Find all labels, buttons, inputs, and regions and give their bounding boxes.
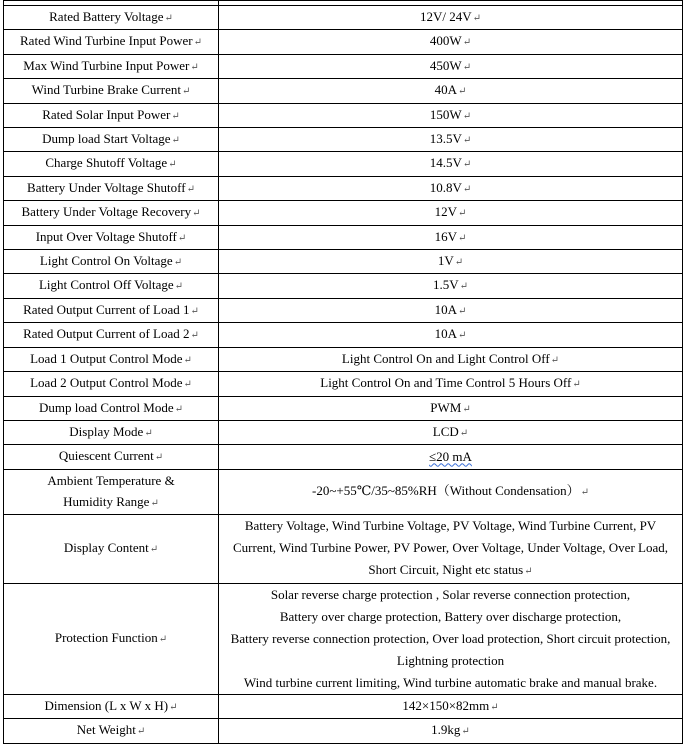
parameter-label-cell bbox=[4, 152, 219, 176]
parameter-label: Display Content bbox=[63, 540, 149, 556]
paragraph-mark-icon: ↵ bbox=[150, 497, 159, 509]
parameter-label: Rated Output Current of Load 2 bbox=[23, 326, 190, 342]
table-row bbox=[4, 103, 683, 127]
parameter-value-cell bbox=[219, 201, 683, 225]
parameter-label: Dump load Control Mode bbox=[38, 399, 174, 415]
parameter-label-cell bbox=[4, 201, 219, 225]
paragraph-mark-icon: ↵ bbox=[164, 13, 173, 24]
parameter-value-cell bbox=[219, 694, 683, 718]
parameter-label-line: Humidity Range bbox=[63, 493, 150, 509]
table-row-protection bbox=[4, 583, 683, 694]
parameter-value-cell bbox=[219, 298, 683, 322]
paragraph-mark-icon: ↵ bbox=[461, 726, 470, 738]
parameter-label-cell bbox=[4, 6, 219, 30]
parameter-label-cell bbox=[4, 323, 219, 347]
table-row bbox=[4, 6, 683, 30]
parameter-label: Light Control On Voltage bbox=[39, 253, 173, 269]
parameter-label: Net Weight bbox=[76, 722, 136, 738]
parameter-value: 12V/ 24V bbox=[419, 9, 472, 24]
parameter-value: 10A bbox=[434, 326, 457, 342]
parameter-label-line: Ambient Temperature & bbox=[47, 472, 175, 488]
paragraph-mark-icon: ↵ bbox=[192, 208, 201, 220]
paragraph-mark-icon: ↵ bbox=[193, 37, 202, 49]
protection-line: Solar reverse charge protection , Solar reverse connection protection, bbox=[270, 586, 631, 602]
table-row bbox=[4, 128, 683, 152]
paragraph-mark-icon: ↵ bbox=[183, 379, 192, 391]
paragraph-mark-icon: ↵ bbox=[580, 487, 589, 499]
parameter-label: Max Wind Turbine Input Power bbox=[23, 57, 190, 73]
parameter-value: -20~+55℃/35~85%RH（Without Condensation） bbox=[312, 483, 580, 499]
table-row bbox=[4, 152, 683, 176]
paragraph-mark-icon: ↵ bbox=[190, 305, 199, 317]
parameter-value: 13.5V bbox=[429, 131, 462, 147]
parameter-label: Protection Function bbox=[54, 630, 158, 646]
paragraph-mark-icon: ↵ bbox=[458, 330, 467, 342]
parameter-value-cell bbox=[219, 514, 683, 583]
protection-line: Battery reverse connection protection, Over load protection, Short circuit protection, Lightning protection bbox=[230, 630, 671, 668]
table-row bbox=[4, 420, 683, 444]
paragraph-mark-icon: ↵ bbox=[550, 354, 560, 366]
parameter-value: ≤20 mA bbox=[429, 449, 472, 465]
parameter-label-cell bbox=[4, 274, 219, 298]
table-row bbox=[4, 250, 683, 274]
parameter-label-cell bbox=[4, 225, 219, 249]
parameter-value-cell bbox=[219, 176, 683, 200]
parameter-label-cell bbox=[4, 79, 219, 103]
parameter-value: 10.8V bbox=[429, 179, 462, 195]
table-row bbox=[4, 201, 683, 225]
parameter-label-cell bbox=[4, 298, 219, 322]
parameter-value-cell bbox=[219, 469, 683, 514]
parameter-value-cell bbox=[219, 719, 683, 743]
table-row bbox=[4, 274, 683, 298]
parameter-label-cell bbox=[4, 347, 219, 371]
parameter-value: 450W bbox=[429, 57, 462, 73]
parameter-label: Battery Under Voltage Shutoff bbox=[27, 179, 186, 195]
parameter-label: Dimension (L x W x H) bbox=[44, 697, 169, 713]
parameter-value: 142×150×82mm bbox=[402, 697, 490, 713]
parameter-value: Light Control On and Light Control Off bbox=[341, 350, 550, 366]
parameter-value: 1.9kg bbox=[431, 722, 461, 738]
parameter-value: Light Control On and Time Control 5 Hours Off bbox=[320, 375, 572, 391]
parameter-label-cell bbox=[4, 103, 219, 127]
parameter-label: Wind Turbine Brake Current bbox=[31, 82, 181, 98]
parameter-value: 14.5V bbox=[429, 155, 462, 171]
parameter-value-cell bbox=[219, 30, 683, 54]
specification-table bbox=[3, 0, 683, 744]
parameter-value-cell bbox=[219, 54, 683, 78]
table-row bbox=[4, 445, 683, 469]
parameter-label-cell bbox=[4, 514, 219, 583]
parameter-label: Quiescent Current bbox=[58, 448, 154, 464]
parameter-value-cell bbox=[219, 128, 683, 152]
parameter-label-cell bbox=[4, 250, 219, 274]
parameter-label: Dump load Start Voltage bbox=[42, 131, 171, 147]
paragraph-mark-icon: ↵ bbox=[462, 37, 472, 49]
parameter-label-cell bbox=[4, 128, 219, 152]
paragraph-mark-icon: ↵ bbox=[171, 110, 180, 122]
parameter-value-cell bbox=[219, 372, 683, 396]
parameter-value-cell bbox=[219, 323, 683, 347]
paragraph-mark-icon: ↵ bbox=[462, 110, 472, 122]
parameter-value-cell bbox=[219, 583, 683, 694]
parameter-value: 1V bbox=[437, 253, 454, 269]
parameter-value: Battery Voltage, Wind Turbine Voltage, PV Voltage, Wind Turbine Current, PV Current, Wind Turbine Power, PV Power, Over Voltage, Under Voltage, Over Load, Short Circuit, Night etc status bbox=[233, 517, 668, 577]
paragraph-mark-icon: ↵ bbox=[490, 701, 499, 713]
specification-table-body bbox=[4, 1, 683, 744]
parameter-label-cell bbox=[4, 54, 219, 78]
table-row-ambient bbox=[4, 469, 683, 514]
parameter-label: Charge Shutoff Voltage bbox=[45, 155, 168, 171]
parameter-label: Light Control Off Voltage bbox=[38, 277, 174, 293]
paragraph-mark-icon: ↵ bbox=[459, 281, 469, 293]
paragraph-mark-icon: ↵ bbox=[458, 208, 467, 220]
paragraph-mark-icon: ↵ bbox=[190, 330, 199, 342]
table-row bbox=[4, 347, 683, 371]
parameter-label: Battery Under Voltage Recovery bbox=[21, 204, 192, 220]
paragraph-mark-icon: ↵ bbox=[186, 183, 195, 195]
paragraph-mark-icon: ↵ bbox=[181, 86, 191, 98]
paragraph-mark-icon: ↵ bbox=[454, 257, 464, 269]
paragraph-mark-icon: ↵ bbox=[572, 379, 581, 391]
table-row bbox=[4, 225, 683, 249]
parameter-value: 1.5V bbox=[432, 277, 459, 293]
parameter-label-cell bbox=[4, 372, 219, 396]
parameter-value: 10A bbox=[434, 301, 457, 317]
parameter-value-cell bbox=[219, 274, 683, 298]
paragraph-mark-icon: ↵ bbox=[190, 61, 199, 73]
paragraph-mark-icon: ↵ bbox=[136, 726, 146, 738]
parameter-label: Rated Output Current of Load 1 bbox=[23, 301, 190, 317]
parameter-label: Input Over Voltage Shutoff bbox=[35, 228, 177, 244]
paragraph-mark-icon: ↵ bbox=[173, 257, 183, 269]
protection-line: Wind turbine current limiting, Wind turbine automatic brake and manual brake. bbox=[243, 674, 658, 690]
table-row bbox=[4, 176, 683, 200]
parameter-value: 16V bbox=[434, 228, 457, 244]
paragraph-mark-icon: ↵ bbox=[168, 159, 177, 171]
table-row bbox=[4, 30, 683, 54]
table-row-display-content bbox=[4, 514, 683, 583]
parameter-label-cell bbox=[4, 445, 219, 469]
parameter-label: Load 2 Output Control Mode bbox=[30, 375, 183, 391]
parameter-value: 12V bbox=[434, 204, 457, 220]
paragraph-mark-icon: ↵ bbox=[144, 427, 153, 439]
table-row bbox=[4, 54, 683, 78]
paragraph-mark-icon: ↵ bbox=[458, 86, 467, 98]
parameter-value: 400W bbox=[429, 33, 462, 49]
paragraph-mark-icon: ↵ bbox=[171, 135, 180, 147]
table-row bbox=[4, 298, 683, 322]
parameter-label: Rated Battery Voltage bbox=[49, 9, 164, 24]
parameter-label: Display Mode bbox=[69, 423, 144, 439]
parameter-label-cell bbox=[4, 30, 219, 54]
parameter-value-cell bbox=[219, 445, 683, 469]
parameter-value: 150W bbox=[429, 106, 462, 122]
paragraph-mark-icon: ↵ bbox=[462, 159, 472, 171]
parameter-label-cell bbox=[4, 719, 219, 743]
paragraph-mark-icon: ↵ bbox=[158, 634, 168, 646]
paragraph-mark-icon: ↵ bbox=[177, 232, 187, 244]
parameter-value: LCD bbox=[432, 423, 459, 439]
parameter-value-cell bbox=[219, 396, 683, 420]
table-row bbox=[4, 323, 683, 347]
parameter-label: Rated Wind Turbine Input Power bbox=[20, 33, 193, 49]
paragraph-mark-icon: ↵ bbox=[183, 354, 192, 366]
parameter-value-cell bbox=[219, 250, 683, 274]
table-row bbox=[4, 372, 683, 396]
paragraph-mark-icon: ↵ bbox=[462, 183, 472, 195]
paragraph-mark-icon: ↵ bbox=[458, 305, 467, 317]
paragraph-mark-icon: ↵ bbox=[149, 544, 159, 556]
table-row bbox=[4, 79, 683, 103]
parameter-label-cell bbox=[4, 420, 219, 444]
paragraph-mark-icon: ↵ bbox=[174, 403, 184, 415]
parameter-value-cell bbox=[219, 103, 683, 127]
paragraph-mark-icon: ↵ bbox=[462, 135, 472, 147]
paragraph-mark-icon: ↵ bbox=[459, 427, 469, 439]
parameter-value: PWM bbox=[430, 399, 462, 415]
table-row bbox=[4, 396, 683, 420]
paragraph-mark-icon: ↵ bbox=[154, 452, 164, 464]
paragraph-mark-icon: ↵ bbox=[169, 701, 178, 713]
table-row-dimension bbox=[4, 694, 683, 718]
parameter-label: Load 1 Output Control Mode bbox=[30, 350, 183, 366]
parameter-value-cell bbox=[219, 152, 683, 176]
table-row-net-weight bbox=[4, 719, 683, 743]
parameter-value-cell bbox=[219, 79, 683, 103]
paragraph-mark-icon: ↵ bbox=[458, 232, 467, 244]
parameter-value-cell bbox=[219, 420, 683, 444]
parameter-value-cell bbox=[219, 225, 683, 249]
parameter-value-cell bbox=[219, 347, 683, 371]
paragraph-mark-icon: ↵ bbox=[462, 61, 472, 73]
paragraph-mark-icon: ↵ bbox=[472, 13, 482, 24]
parameter-value-cell bbox=[219, 6, 683, 30]
paragraph-mark-icon: ↵ bbox=[462, 403, 471, 415]
parameter-value: 40A bbox=[434, 82, 457, 98]
parameter-label-cell bbox=[4, 396, 219, 420]
parameter-label-cell bbox=[4, 469, 219, 514]
protection-line: Battery over charge protection, Battery over discharge protection, bbox=[279, 608, 622, 624]
parameter-label: Rated Solar Input Power bbox=[42, 106, 171, 122]
paragraph-mark-icon: ↵ bbox=[524, 565, 533, 577]
paragraph-mark-icon: ↵ bbox=[174, 281, 184, 293]
parameter-label-cell bbox=[4, 583, 219, 694]
parameter-label-cell bbox=[4, 694, 219, 718]
parameter-label-cell bbox=[4, 176, 219, 200]
